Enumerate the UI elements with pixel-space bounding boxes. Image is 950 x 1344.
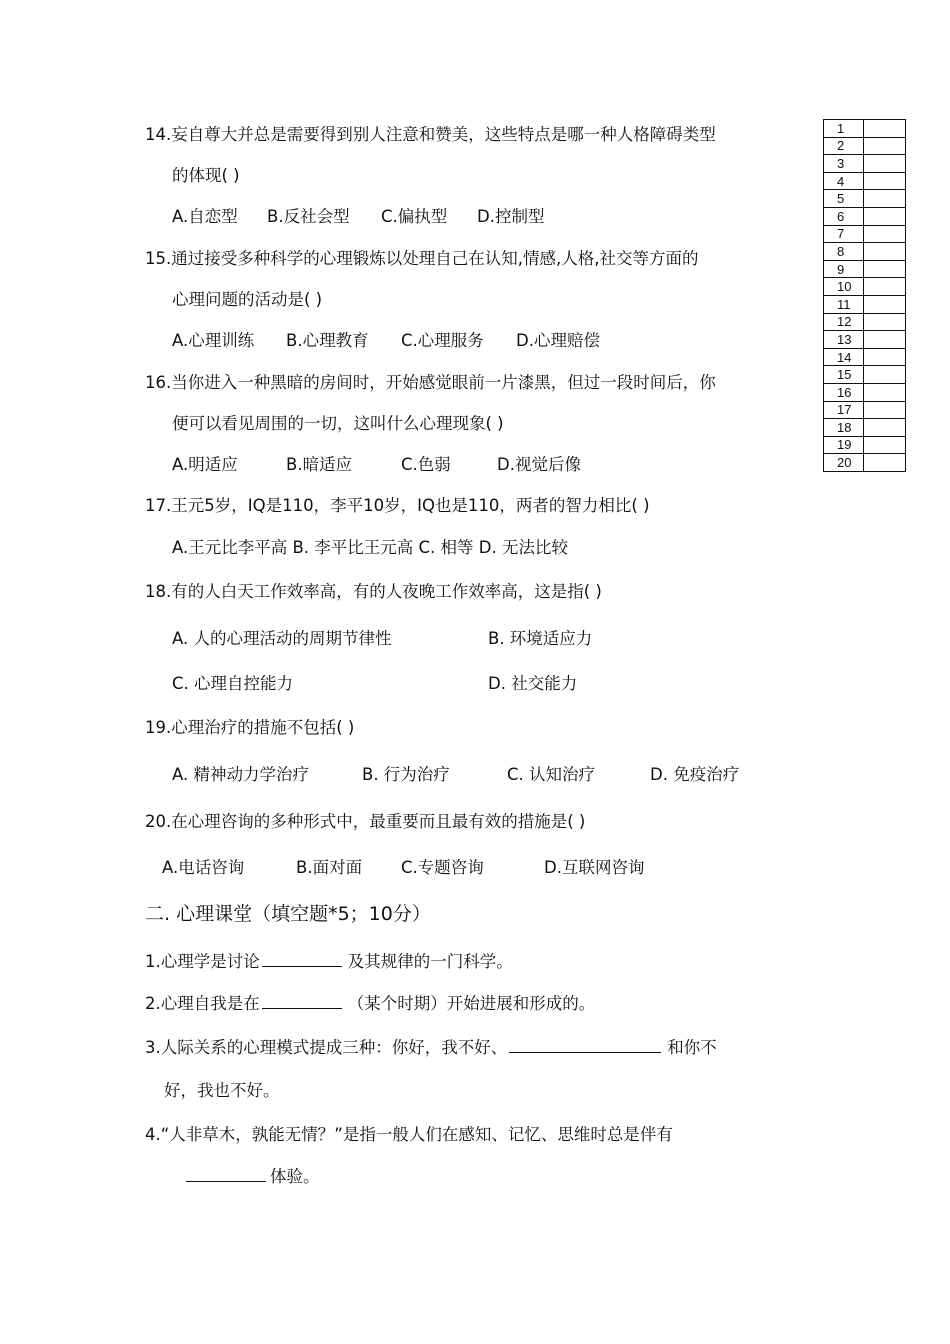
answer-cell[interactable] (864, 137, 906, 155)
option-b: B.心理教育 (286, 331, 369, 350)
fill-question-4: 4.“人非草木，孰能无情？”是指一般人们在感知、记忆、思维时总是伴有 (145, 1125, 673, 1144)
fill-question-1 (145, 950, 513, 973)
fill-question-3-cont: 好，我也不好。 (164, 1081, 280, 1100)
answer-row (824, 313, 906, 331)
fill-2-prefix: 2.心理自我是在 (145, 994, 260, 1013)
question-19-stem: 19.心理治疗的措施不包括( ) (145, 718, 355, 737)
fill-4-suffix: 体验。 (270, 1167, 320, 1186)
answer-number: 8 (824, 243, 864, 261)
answer-number: 15 (824, 366, 864, 384)
answer-row (824, 137, 906, 155)
option-a: A. 人的心理活动的周期节律性 (172, 629, 392, 648)
answer-number: 6 (824, 207, 864, 225)
answer-number: 12 (824, 313, 864, 331)
answer-cell[interactable] (864, 313, 906, 331)
answer-number: 16 (824, 383, 864, 401)
fill-4-blank[interactable] (186, 1165, 266, 1182)
option-a: A. 精神动力学治疗 (172, 765, 309, 784)
answer-cell[interactable] (864, 401, 906, 419)
answer-number: 18 (824, 419, 864, 437)
answer-cell[interactable] (864, 454, 906, 472)
option-d: D.心理赔偿 (516, 331, 600, 350)
answer-row (824, 190, 906, 208)
question-17-options: A.王元比李平高 B. 李平比王元高 C. 相等 D. 无法比较 (172, 538, 568, 557)
question-14-stem: 14.妄自尊大并总是需要得到别人注意和赞美，这些特点是哪一种人格障碍类型 (145, 125, 716, 144)
answer-cell[interactable] (864, 383, 906, 401)
answer-cell[interactable] (864, 260, 906, 278)
answer-number: 11 (824, 295, 864, 313)
fill-3-suffix: 和你不 (667, 1038, 717, 1057)
option-b: B. 行为治疗 (362, 765, 450, 784)
fill-1-blank[interactable] (262, 950, 342, 967)
option-d: D.互联网咨询 (544, 858, 645, 877)
answer-row (824, 331, 906, 349)
option-c: C.专题咨询 (401, 858, 484, 877)
question-14-stem-cont: 的体现( ) (172, 166, 240, 185)
answer-number: 19 (824, 436, 864, 454)
fill-question-3 (145, 1036, 717, 1059)
option-c: C.心理服务 (401, 331, 484, 350)
answer-number: 17 (824, 401, 864, 419)
option-d: D.控制型 (477, 207, 545, 226)
option-c: C. 认知治疗 (507, 765, 596, 784)
answer-number: 5 (824, 190, 864, 208)
fill-3-prefix: 3.人际关系的心理模式提成三种：你好，我不好、 (145, 1038, 508, 1057)
answer-row (824, 454, 906, 472)
answer-cell[interactable] (864, 278, 906, 296)
option-b: B. 环境适应力 (488, 629, 593, 648)
answer-row (824, 260, 906, 278)
answer-cell[interactable] (864, 120, 906, 138)
question-17-stem: 17.王元5岁，IQ是110，李平10岁，IQ也是110，两者的智力相比( ) (145, 496, 650, 515)
option-a: A.明适应 (172, 455, 238, 474)
answer-number: 4 (824, 172, 864, 190)
option-c: C.偏执型 (381, 207, 448, 226)
answer-row (824, 401, 906, 419)
option-c: C.色弱 (401, 455, 451, 474)
answer-cell[interactable] (864, 172, 906, 190)
answer-row (824, 436, 906, 454)
answer-cell[interactable] (864, 436, 906, 454)
fill-question-4-cont (186, 1165, 320, 1188)
question-16-stem: 16.当你进入一种黑暗的房间时，开始感觉眼前一片漆黑，但过一段时间后，你 (145, 373, 716, 392)
option-c: C. 心理自控能力 (172, 674, 294, 693)
option-a: A.电话咨询 (162, 858, 245, 877)
answer-row (824, 419, 906, 437)
answer-number: 2 (824, 137, 864, 155)
fill-1-suffix: 及其规律的一门科学。 (347, 952, 513, 971)
question-19-options (172, 764, 739, 786)
question-14-options (172, 206, 544, 228)
answer-row (824, 295, 906, 313)
question-16-options (172, 454, 581, 476)
option-d: D. 社交能力 (488, 674, 578, 693)
answer-row (824, 120, 906, 138)
answer-row (824, 243, 906, 261)
answer-cell[interactable] (864, 348, 906, 366)
answer-cell[interactable] (864, 243, 906, 261)
section-2-heading: 二. 心理课堂（填空题*5；10分） (145, 903, 431, 925)
answer-row (824, 225, 906, 243)
fill-2-suffix: （某个时期）开始进展和形成的。 (347, 994, 596, 1013)
answer-number: 1 (824, 120, 864, 138)
option-b: B.暗适应 (286, 455, 353, 474)
answer-cell[interactable] (864, 331, 906, 349)
question-15-stem-cont: 心理问题的活动是( ) (172, 290, 323, 309)
answer-cell[interactable] (864, 155, 906, 173)
option-a: A.自恋型 (172, 207, 238, 226)
question-20-options (162, 857, 644, 879)
answer-cell[interactable] (864, 190, 906, 208)
fill-1-prefix: 1.心理学是讨论 (145, 952, 260, 971)
answer-cell[interactable] (864, 207, 906, 225)
answer-row (824, 155, 906, 173)
answer-number: 9 (824, 260, 864, 278)
answer-row (824, 383, 906, 401)
answer-row (824, 207, 906, 225)
answer-cell[interactable] (864, 366, 906, 384)
question-16-stem-cont: 便可以看见周围的一切，这叫什么心理现象( ) (172, 414, 504, 433)
option-b: B.面对面 (296, 858, 363, 877)
answer-number: 10 (824, 278, 864, 296)
option-d: D.视觉后像 (497, 455, 581, 474)
answer-number: 14 (824, 348, 864, 366)
answer-cell[interactable] (864, 295, 906, 313)
answer-cell[interactable] (864, 419, 906, 437)
answer-row (824, 278, 906, 296)
answer-number: 20 (824, 454, 864, 472)
answer-row (824, 172, 906, 190)
answer-grid (823, 119, 906, 472)
answer-cell[interactable] (864, 225, 906, 243)
answer-number: 7 (824, 225, 864, 243)
fill-question-2 (145, 992, 595, 1015)
question-18-options-row1 (172, 628, 592, 650)
question-15-options (172, 330, 600, 352)
option-d: D. 免疫治疗 (650, 765, 740, 784)
answer-number: 3 (824, 155, 864, 173)
answer-row (824, 348, 906, 366)
answer-number: 13 (824, 331, 864, 349)
option-a: A.心理训练 (172, 331, 255, 350)
question-18-stem: 18.有的人白天工作效率高，有的人夜晚工作效率高，这是指( ) (145, 582, 602, 601)
question-20-stem: 20.在心理咨询的多种形式中，最重要而且最有效的措施是( ) (145, 812, 586, 831)
question-15-stem: 15.通过接受多种科学的心理锻炼以处理自己在认知,情感,人格,社交等方面的 (145, 249, 699, 268)
option-b: B.反社会型 (267, 207, 350, 226)
question-18-options-row2 (172, 673, 577, 695)
fill-3-blank[interactable] (509, 1036, 661, 1053)
fill-2-blank[interactable] (262, 992, 342, 1009)
answer-row (824, 366, 906, 384)
